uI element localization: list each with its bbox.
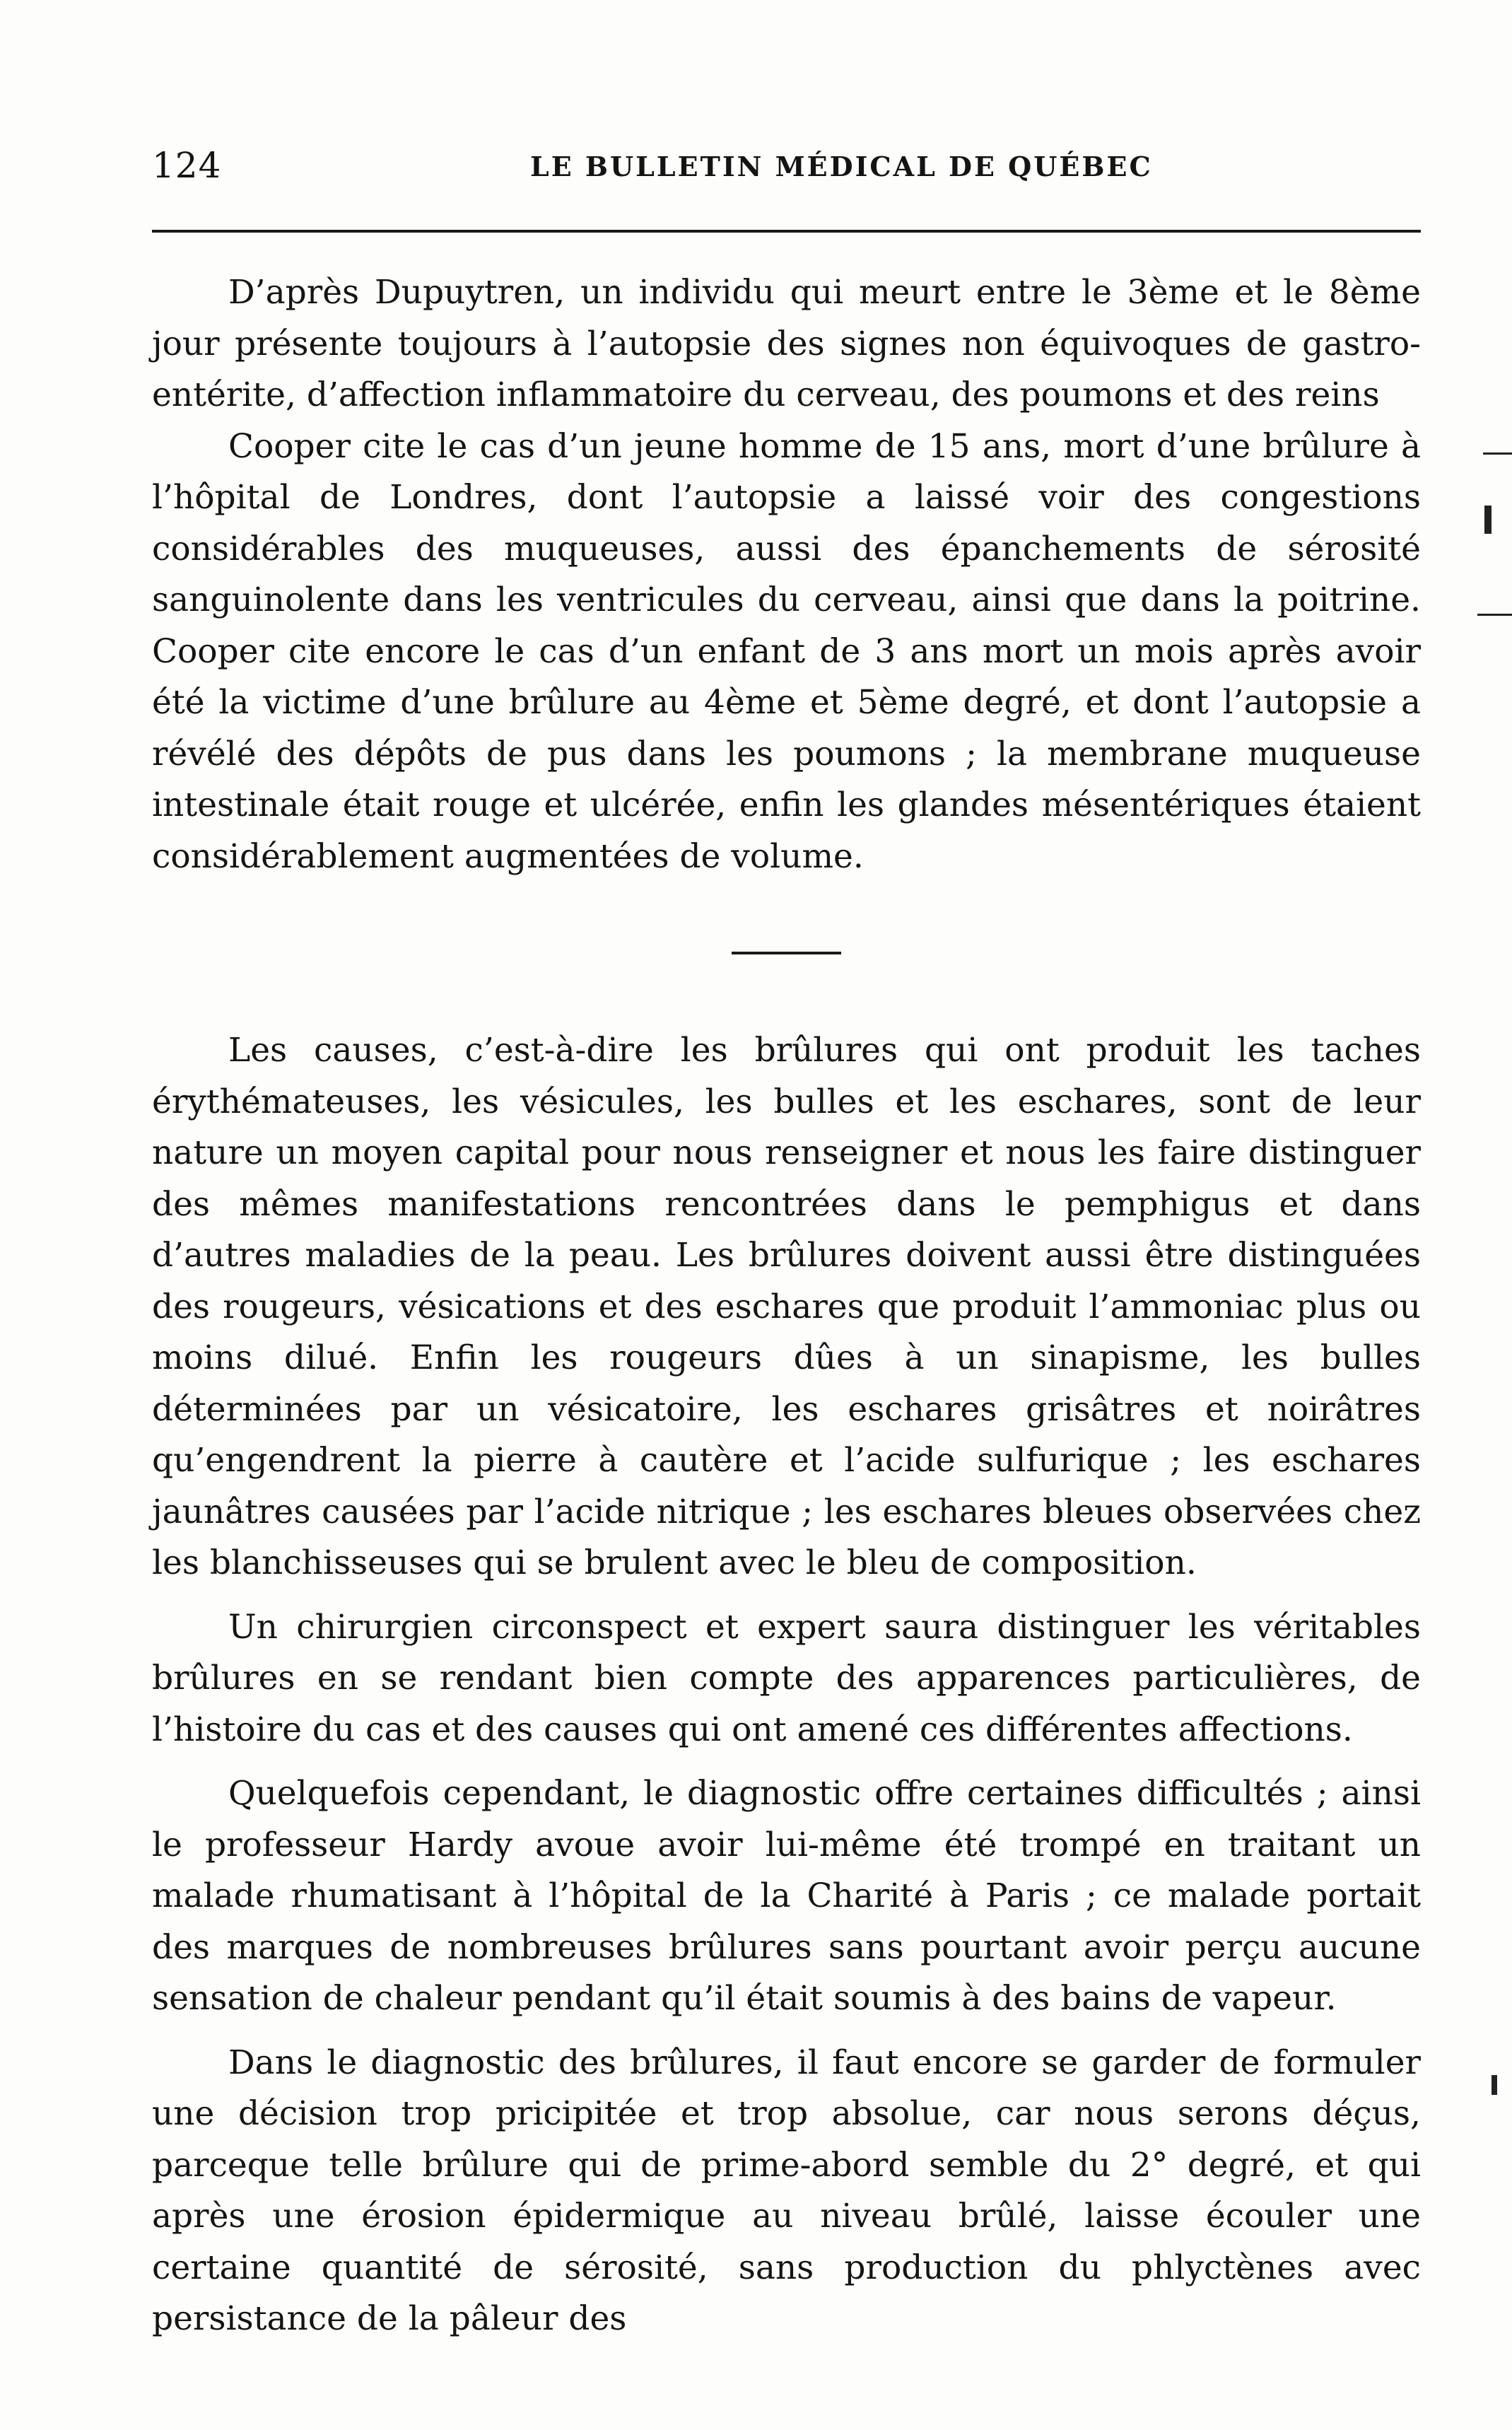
paragraph-dupuytren: D’après Dupuytren, un individu qui meurt entre le 3ème et le 8ème jour présente toujours à l’autopsie des signes non équivoques de gastro-entérite, d’affection inflammatoire du cerveau, des poumons et des reins — [152, 273, 1421, 414]
scan-edge-mark — [1484, 506, 1492, 534]
paragraph-cooper: Cooper cite le cas d’un jeune homme de 15 ans, mort d’une brûlure à l’hôpital de Londres, dont l’autopsie a laissé voir des congestions considérables des muqueuses, aussi des épanchements de sérosité sanguinolente dans les ventricules du cerveau, ainsi que dans la poitrine. Cooper cite encore le cas d’un enfant de 3 ans mort un mois après avoir été la victime d’une brûlure au 4ème et 5ème degré, et dont l’autopsie a révélé des dépôts de pus dans les poumons ; la membrane muqueuse intestinale était rouge et ulcérée, enfin les glandes mésentériques étaient considérablement augmentées de volume. — [152, 426, 1421, 876]
paragraph-diagnostic: Dans le diagnostic des brûlures, il faut encore se garder de formuler une décision trop pricipitée et trop absolue, car nous serons déçus, parceque telle brûlure qui de prime-abord semble du 2° degré, et qui après une érosion épidermique au niveau brûlé, laisse écouler une certaine quantité de sérosité, sans production du phlyctènes avec persistance de la pâleur des — [152, 2043, 1421, 2338]
paragraph-chirurgien: Un chirurgien circonspect et expert saura distinguer les véritables brûlures en se rendant bien compte des apparences particulières, de l’histoire du cas et des causes qui ont amené ces différentes affections. — [152, 1607, 1421, 1749]
header-rule — [152, 230, 1421, 233]
page-number: 124 — [152, 145, 222, 186]
paragraph-causes: Les causes, c’est-à-dire les brûlures qui ont produit les taches érythémateuses, les vésicules, les bulles et les eschares, sont de leur nature un moyen capital pour nous renseigner et nous les faire distinguer des mêmes manifestations rencontrées dans le pemphigus et dans d’autres maladies de la peau. Les brûlures doivent aussi être distinguées des rougeurs, vésications et des eschares que produit l’ammoniac plus ou moins dilué. Enfin les rougeurs dûes à un sinapisme, les bulles déterminées par un vésicatoire, les eschares grisâtres et noirâtres qu’engendrent la pierre à cautère et l’acide sulfurique ; les eschares jaunâtres causées par l’acide nitrique ; les eschares bleues observées chez les blanchisseuses qui se brulent avec le bleu de composition. — [152, 1031, 1421, 1582]
running-title: LE BULLETIN MÉDICAL DE QUÉBEC — [530, 151, 1153, 182]
scan-edge-mark — [1492, 2075, 1497, 2095]
paragraph-quelquefois: Quelquefois cependant, le diagnostic offre certaines difficultés ; ainsi le professeur Hardy avoue avoir lui-même été trompé en traitant un malade rhumatisant à l’hôpital de la Charité à Paris ; ce malade portait des marques de nombreuses brûlures sans pourtant avoir perçu aucune sensation de chaleur pendant qu’il était soumis à des bains de vapeur. — [152, 1774, 1421, 2018]
scan-edge-mark — [1477, 614, 1512, 616]
body-text — [152, 267, 1421, 2345]
section-separator — [732, 952, 841, 954]
page-header — [152, 145, 1424, 194]
scan-edge-mark — [1483, 452, 1512, 455]
